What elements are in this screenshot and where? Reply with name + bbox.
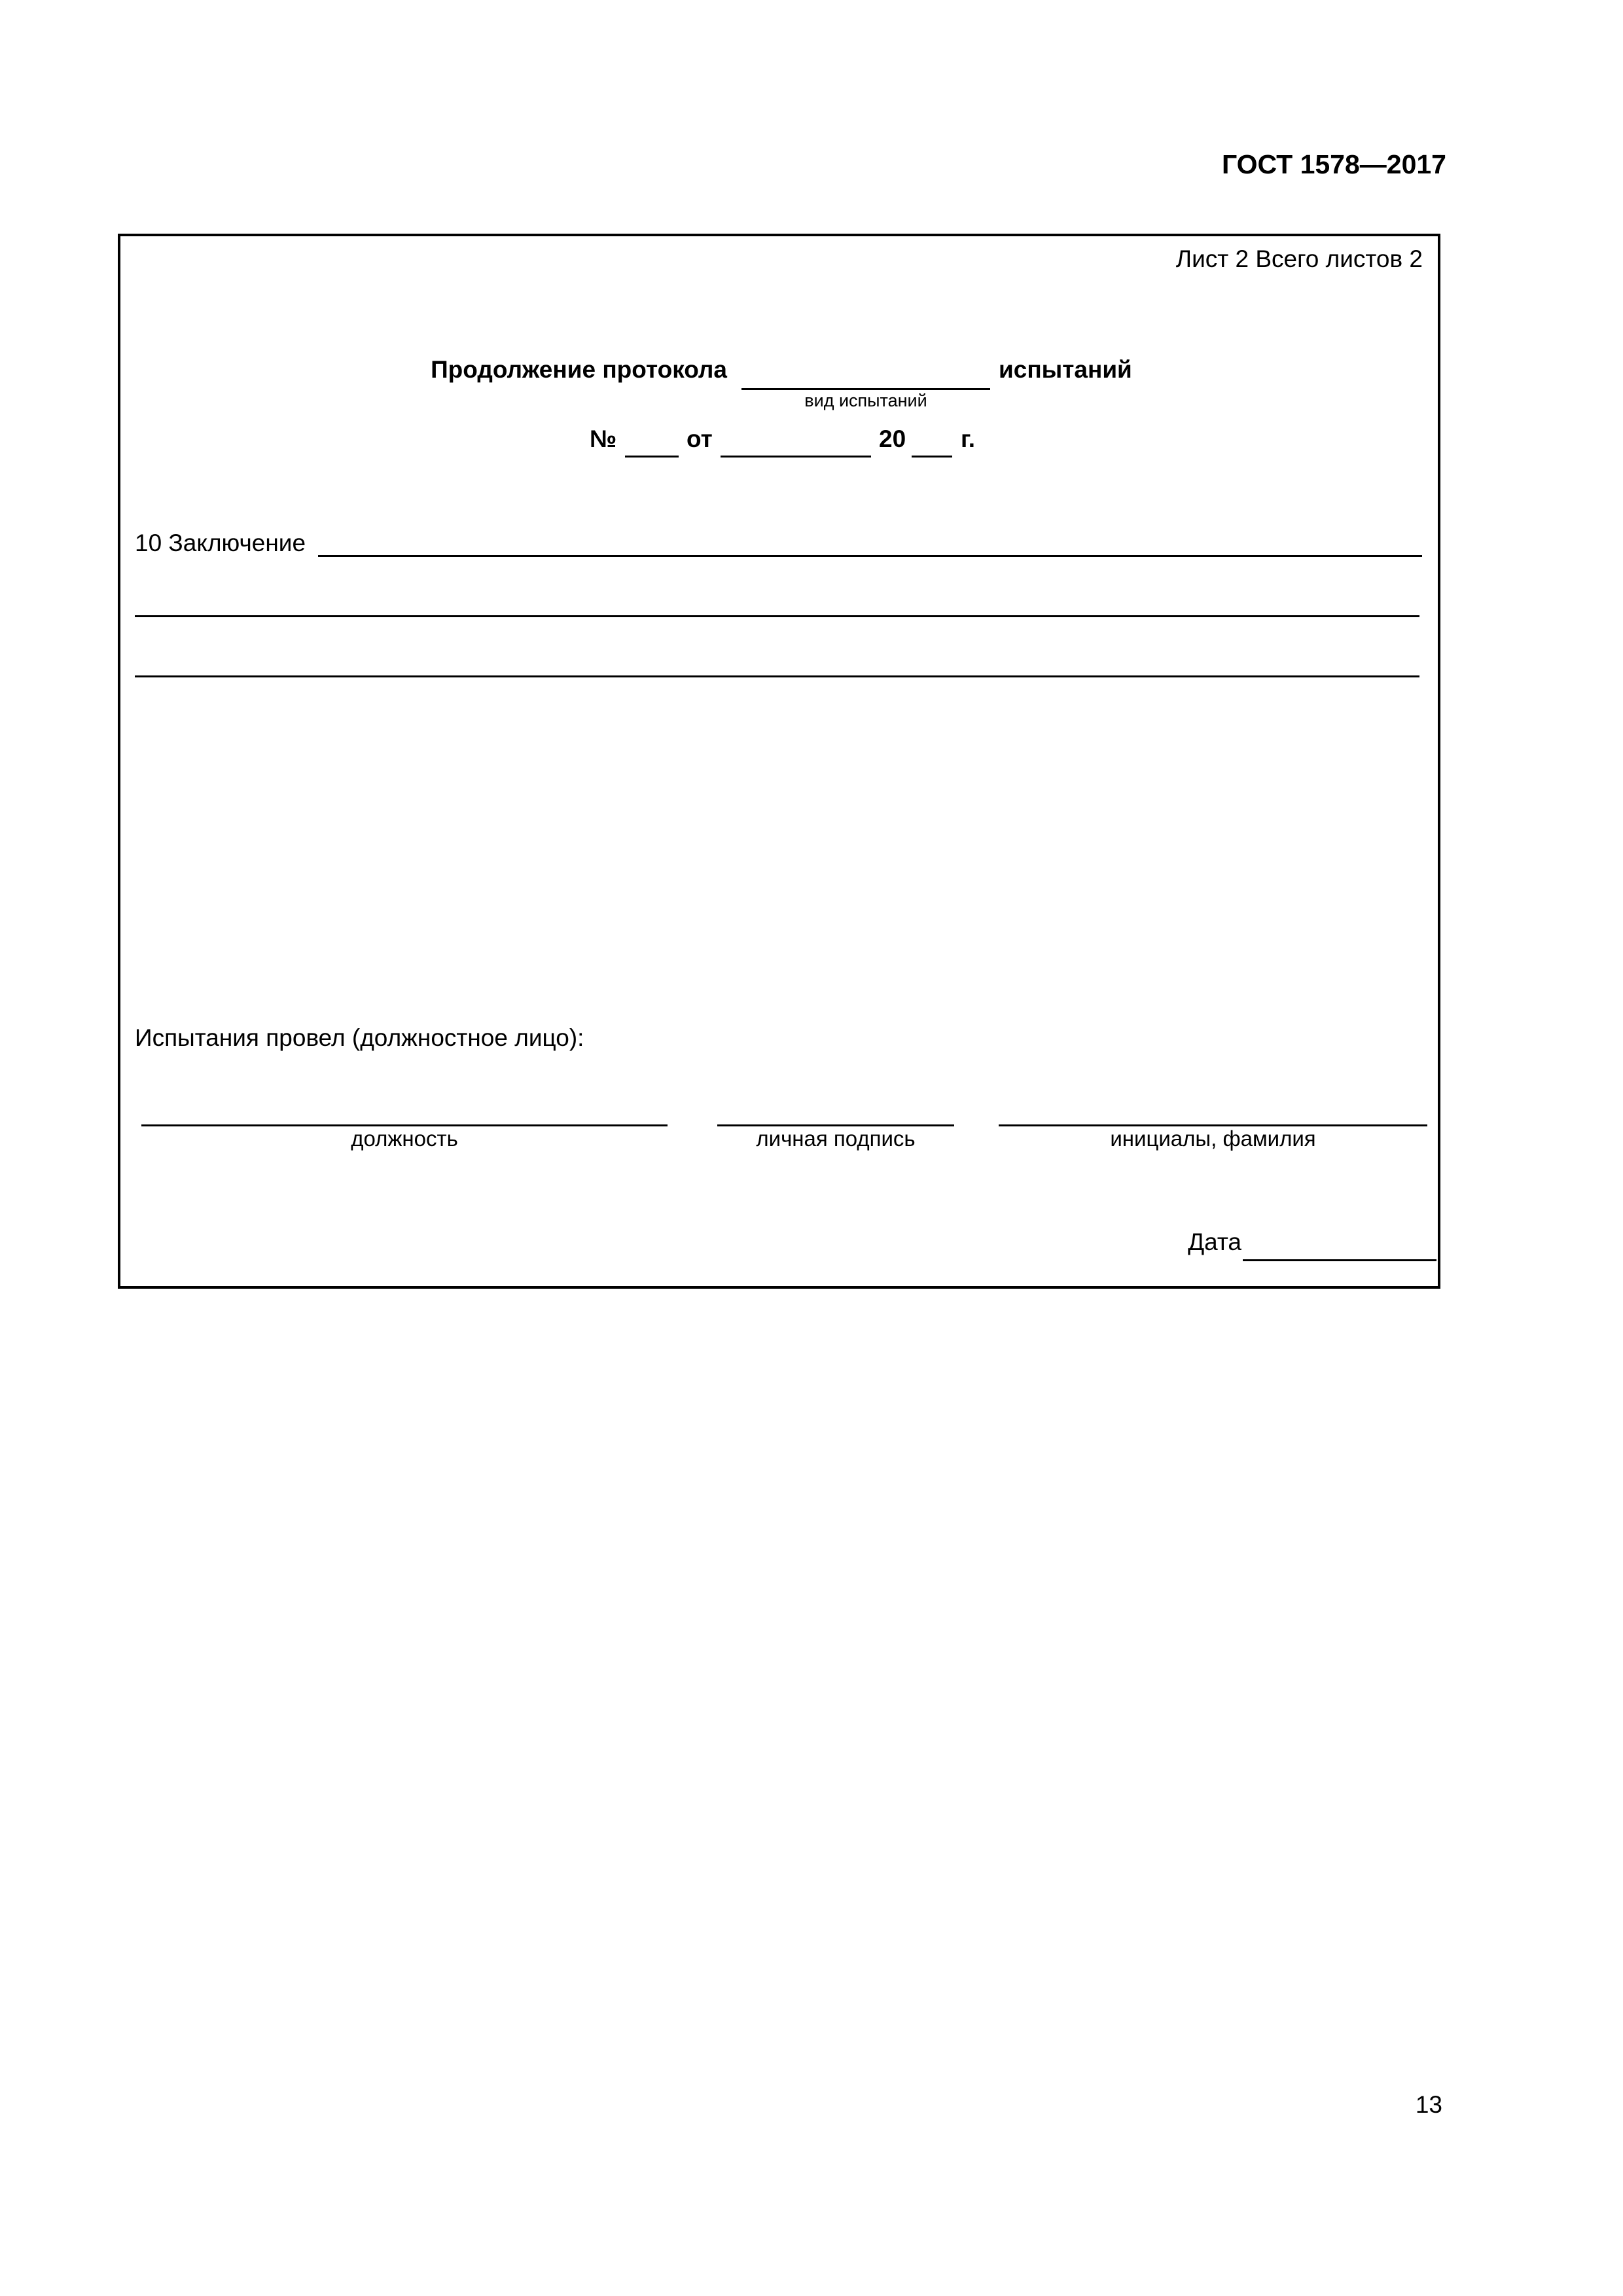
sheet-info: Лист 2 Всего листов 2 (1175, 245, 1423, 272)
protocol-number-field[interactable] (625, 456, 679, 457)
conclusion-line-2[interactable] (135, 615, 1419, 617)
name-caption: инициалы, фамилия (1110, 1126, 1316, 1151)
title-left: Продолжение протокола (431, 356, 727, 383)
from-word: от (687, 425, 713, 452)
standard-code: ГОСТ 1578—2017 (1221, 149, 1446, 179)
protocol-date-field[interactable] (721, 456, 871, 457)
protocol-form (118, 234, 1440, 1289)
title-right: испытаний (999, 356, 1132, 383)
protocol-title (120, 356, 1438, 395)
position-caption: должность (351, 1126, 458, 1151)
protocol-year-field[interactable] (912, 456, 952, 457)
date-label: Дата (1188, 1229, 1241, 1255)
conclusion-line-1[interactable] (318, 555, 1422, 557)
test-kind-field[interactable] (741, 388, 990, 390)
number-sign: № (590, 425, 617, 452)
conclusion-line-3[interactable] (135, 675, 1419, 677)
test-kind-hint: вид испытаний (804, 391, 927, 410)
tester-label: Испытания провел (должностное лицо): (135, 1024, 584, 1051)
signature-caption: личная подпись (756, 1126, 916, 1151)
page-number: 13 (1415, 2091, 1442, 2118)
year-suffix: г. (961, 425, 975, 452)
conclusion-label: 10 Заключение (135, 529, 306, 556)
year-prefix: 20 (879, 425, 906, 452)
date-field[interactable] (1243, 1259, 1436, 1261)
